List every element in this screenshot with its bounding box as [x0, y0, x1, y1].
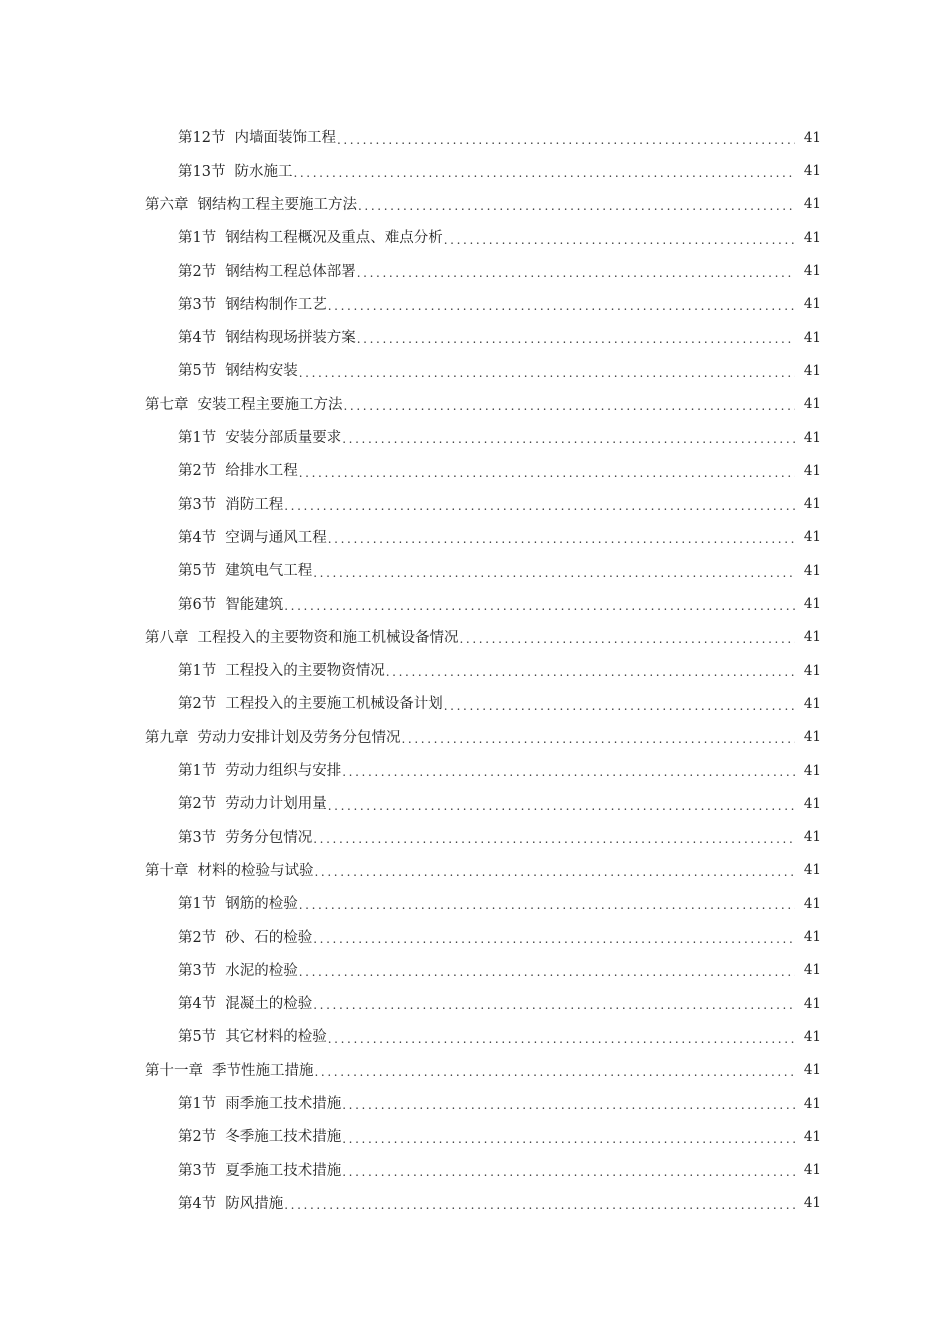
toc-entry-title: 防水施工 [234, 163, 293, 180]
toc-section-entry[interactable] [0, 455, 950, 488]
toc-dot-leader [344, 397, 796, 413]
toc-dot-leader [328, 1030, 795, 1046]
toc-page-number: 41 [803, 496, 821, 513]
toc-entry-number: 第12节 [178, 130, 226, 147]
toc-entry-title: 劳动力计划用量 [225, 796, 327, 813]
table-of-contents [0, 122, 950, 1221]
toc-page-number: 41 [803, 129, 821, 146]
toc-entry-number: 第5节 [178, 363, 217, 380]
toc-chapter-entry[interactable] [0, 721, 950, 754]
toc-page-number: 41 [803, 1028, 821, 1045]
toc-dot-leader [284, 597, 795, 613]
toc-entry-number: 第3节 [178, 1162, 217, 1179]
toc-section-entry[interactable] [0, 522, 950, 555]
toc-entry-label [178, 764, 341, 779]
toc-entry-title: 智能建筑 [225, 596, 284, 613]
toc-entry-title: 劳动力安排计划及劳务分包情况 [197, 729, 401, 746]
toc-entry-number: 第七章 [145, 396, 189, 413]
toc-section-entry[interactable] [0, 1188, 950, 1221]
toc-entry-label [178, 464, 298, 479]
toc-page-number: 41 [803, 596, 821, 613]
toc-entry-title: 内墙面装饰工程 [234, 130, 336, 147]
toc-page-number: 41 [803, 729, 821, 746]
toc-entry-title: 混凝土的检验 [225, 996, 313, 1013]
toc-entry-number: 第13节 [178, 163, 226, 180]
toc-entry-number: 第2节 [178, 796, 217, 813]
toc-entry-title: 空调与通风工程 [225, 529, 327, 546]
toc-entry-label [178, 931, 312, 946]
toc-entry-number: 第3节 [178, 962, 217, 979]
toc-entry-label [178, 498, 283, 513]
toc-dot-leader [299, 364, 795, 380]
toc-entry-title: 给排水工程 [225, 463, 298, 480]
toc-section-entry[interactable] [0, 155, 950, 188]
toc-entry-label [178, 797, 327, 812]
toc-entry-label [178, 1164, 341, 1179]
toc-entry-number: 第1节 [178, 763, 217, 780]
toc-section-entry[interactable] [0, 222, 950, 255]
toc-dot-leader [299, 464, 795, 480]
toc-dot-leader [357, 330, 795, 346]
toc-dot-leader [386, 663, 795, 679]
toc-entry-number: 第2节 [178, 929, 217, 946]
toc-page-number: 41 [803, 263, 821, 280]
toc-entry-number: 第4节 [178, 996, 217, 1013]
toc-section-entry[interactable] [0, 821, 950, 854]
toc-entry-number: 第2节 [178, 696, 217, 713]
toc-entry-label [178, 265, 356, 280]
toc-entry-number: 第六章 [145, 196, 189, 213]
toc-section-entry[interactable] [0, 988, 950, 1021]
toc-page-number: 41 [803, 196, 821, 213]
toc-page-number: 41 [803, 629, 821, 646]
toc-section-entry[interactable] [0, 1088, 950, 1121]
toc-page-number: 41 [803, 296, 821, 313]
toc-page-number: 41 [803, 396, 821, 413]
toc-dot-leader [313, 830, 795, 846]
toc-entry-label [178, 964, 298, 979]
toc-dot-leader [342, 763, 795, 779]
toc-dot-leader [342, 430, 795, 446]
toc-entry-title: 钢结构安装 [225, 363, 298, 380]
toc-entry-title: 工程投入的主要物资和施工机械设备情况 [197, 629, 459, 646]
toc-entry-number: 第3节 [178, 829, 217, 846]
toc-entry-number: 第5节 [178, 563, 217, 580]
toc-entry-title: 砂、石的检验 [225, 929, 313, 946]
toc-section-entry[interactable] [0, 288, 950, 321]
toc-dot-leader [342, 1096, 795, 1112]
toc-entry-title: 工程投入的主要物资情况 [225, 663, 385, 680]
toc-dot-leader [315, 1063, 796, 1079]
toc-entry-number: 第十一章 [145, 1062, 203, 1079]
toc-section-entry[interactable] [0, 322, 950, 355]
toc-dot-leader [460, 630, 796, 646]
toc-entry-label [178, 1197, 283, 1212]
toc-entry-label [178, 697, 443, 712]
toc-entry-number: 第1节 [178, 1096, 217, 1112]
toc-page-number: 41 [803, 429, 821, 446]
toc-page-number: 41 [803, 662, 821, 679]
toc-dot-leader [358, 197, 795, 213]
toc-entry-title: 钢结构工程总体部署 [225, 263, 356, 280]
toc-chapter-entry[interactable] [0, 1054, 950, 1087]
toc-page-number: 41 [803, 229, 821, 246]
toc-dot-leader [402, 730, 796, 746]
toc-section-entry[interactable] [0, 588, 950, 621]
toc-entry-label [145, 731, 401, 746]
toc-chapter-entry[interactable] [0, 855, 950, 888]
toc-page-number: 41 [803, 995, 821, 1012]
toc-entry-label [145, 864, 314, 879]
toc-dot-leader [284, 1196, 795, 1212]
toc-page-number: 41 [803, 1162, 821, 1179]
toc-dot-leader [293, 164, 795, 180]
toc-entry-number: 第2节 [178, 463, 217, 480]
toc-entry-title: 劳动力组织与安排 [225, 763, 342, 780]
toc-page-number: 41 [803, 795, 821, 812]
toc-dot-leader [337, 131, 795, 147]
toc-page-number: 41 [803, 362, 821, 379]
toc-entry-number: 第4节 [178, 1195, 217, 1212]
toc-dot-leader [299, 896, 795, 912]
toc-entry-title: 其它材料的检验 [225, 1029, 327, 1046]
toc-entry-label [178, 531, 327, 546]
toc-chapter-entry[interactable] [0, 189, 950, 222]
toc-section-entry[interactable] [0, 1121, 950, 1154]
toc-page-number: 41 [803, 1128, 821, 1145]
toc-entry-number: 第1节 [178, 896, 217, 913]
toc-dot-leader [299, 963, 795, 979]
toc-section-entry[interactable] [0, 122, 950, 155]
toc-entry-label [178, 598, 283, 613]
toc-page-number: 41 [803, 1195, 821, 1212]
toc-entry-title: 材料的检验与试验 [197, 862, 314, 879]
toc-section-entry[interactable] [0, 355, 950, 388]
toc-entry-number: 第九章 [145, 729, 189, 746]
toc-entry-number: 第5节 [178, 1029, 217, 1046]
toc-page-number: 41 [803, 1095, 821, 1112]
toc-section-entry[interactable] [0, 422, 950, 455]
toc-dot-leader [342, 1130, 795, 1146]
toc-page-number: 41 [803, 862, 821, 879]
toc-page-number: 41 [803, 895, 821, 912]
toc-entry-number: 第十章 [145, 862, 189, 879]
toc-section-entry[interactable] [0, 1021, 950, 1054]
toc-page-number: 41 [803, 163, 821, 180]
toc-entry-number: 第6节 [178, 596, 217, 613]
toc-entry-label [178, 664, 385, 679]
toc-section-entry[interactable] [0, 888, 950, 921]
toc-page-number: 41 [803, 762, 821, 779]
toc-entry-title: 钢结构现场拼装方案 [225, 330, 356, 347]
toc-entry-title: 钢筋的检验 [225, 896, 298, 913]
toc-section-entry[interactable] [0, 788, 950, 821]
toc-entry-title: 安装分部质量要求 [225, 430, 342, 447]
toc-entry-title: 钢结构工程概况及重点、难点分析 [225, 230, 443, 247]
toc-section-entry[interactable] [0, 954, 950, 987]
toc-entry-number: 第4节 [178, 330, 217, 347]
toc-chapter-entry[interactable] [0, 621, 950, 654]
toc-entry-number: 第1节 [178, 430, 217, 447]
toc-page-number: 41 [803, 695, 821, 712]
toc-page-number: 41 [803, 829, 821, 846]
toc-page-number: 41 [803, 1062, 821, 1079]
toc-section-entry[interactable] [0, 255, 950, 288]
toc-entry-label [178, 897, 298, 912]
toc-entry-number: 第八章 [145, 629, 189, 646]
toc-dot-leader [328, 530, 795, 546]
toc-page-number: 41 [803, 462, 821, 479]
toc-dot-leader [313, 996, 795, 1012]
toc-dot-leader [444, 231, 795, 247]
toc-section-entry[interactable] [0, 921, 950, 954]
toc-dot-leader [284, 497, 795, 513]
toc-entry-title: 水泥的检验 [225, 962, 298, 979]
toc-entry-title: 劳务分包情况 [225, 829, 313, 846]
toc-entry-title: 工程投入的主要施工机械设备计划 [225, 696, 443, 713]
toc-entry-number: 第1节 [178, 230, 217, 247]
toc-entry-label [178, 564, 312, 579]
toc-section-entry[interactable] [0, 555, 950, 588]
toc-section-entry[interactable] [0, 1154, 950, 1187]
toc-section-entry[interactable] [0, 488, 950, 521]
toc-entry-number: 第2节 [178, 1129, 217, 1146]
toc-page-number: 41 [803, 929, 821, 946]
toc-entry-label [178, 165, 292, 180]
toc-entry-title: 冬季施工技术措施 [225, 1129, 342, 1146]
toc-dot-leader [328, 297, 795, 313]
toc-chapter-entry[interactable] [0, 388, 950, 421]
toc-entry-label [178, 298, 327, 313]
toc-entry-title: 钢结构工程主要施工方法 [197, 196, 357, 213]
toc-entry-title: 季节性施工措施 [212, 1062, 314, 1079]
toc-entry-label [178, 1030, 327, 1045]
toc-entry-title: 消防工程 [225, 496, 284, 513]
toc-entry-title: 防风措施 [225, 1195, 284, 1212]
toc-entry-label [178, 997, 312, 1012]
toc-entry-title: 夏季施工技术措施 [225, 1162, 342, 1179]
toc-entry-number: 第4节 [178, 529, 217, 546]
toc-entry-label [145, 198, 357, 213]
toc-entry-number: 第3节 [178, 496, 217, 513]
toc-section-entry[interactable] [0, 755, 950, 788]
toc-section-entry[interactable] [0, 655, 950, 688]
toc-dot-leader [357, 264, 795, 280]
toc-entry-label [145, 631, 459, 646]
toc-entry-label [178, 231, 443, 246]
toc-entry-label [178, 1130, 341, 1145]
toc-page-number: 41 [803, 529, 821, 546]
toc-entry-label [178, 831, 312, 846]
toc-entry-title: 安装工程主要施工方法 [197, 396, 343, 413]
toc-entry-title: 钢结构制作工艺 [225, 296, 327, 313]
toc-dot-leader [313, 564, 795, 580]
toc-entry-label [178, 431, 341, 446]
toc-entry-label [178, 331, 356, 346]
toc-dot-leader [342, 1163, 795, 1179]
toc-page-number: 41 [803, 962, 821, 979]
toc-entry-label [145, 1064, 314, 1079]
toc-dot-leader [328, 797, 795, 813]
toc-entry-title: 雨季施工技术措施 [225, 1096, 342, 1112]
toc-dot-leader [315, 863, 796, 879]
toc-entry-label [145, 398, 343, 413]
toc-dot-leader [313, 930, 795, 946]
toc-page-number: 41 [803, 562, 821, 579]
toc-section-entry[interactable] [0, 688, 950, 721]
toc-entry-label [178, 364, 298, 379]
toc-dot-leader [444, 697, 795, 713]
toc-entry-number: 第3节 [178, 296, 217, 313]
toc-entry-number: 第2节 [178, 263, 217, 280]
toc-entry-label [178, 1097, 341, 1112]
toc-entry-label [178, 131, 336, 146]
toc-entry-title: 建筑电气工程 [225, 563, 313, 580]
toc-page-number: 41 [803, 329, 821, 346]
toc-entry-number: 第1节 [178, 663, 217, 680]
